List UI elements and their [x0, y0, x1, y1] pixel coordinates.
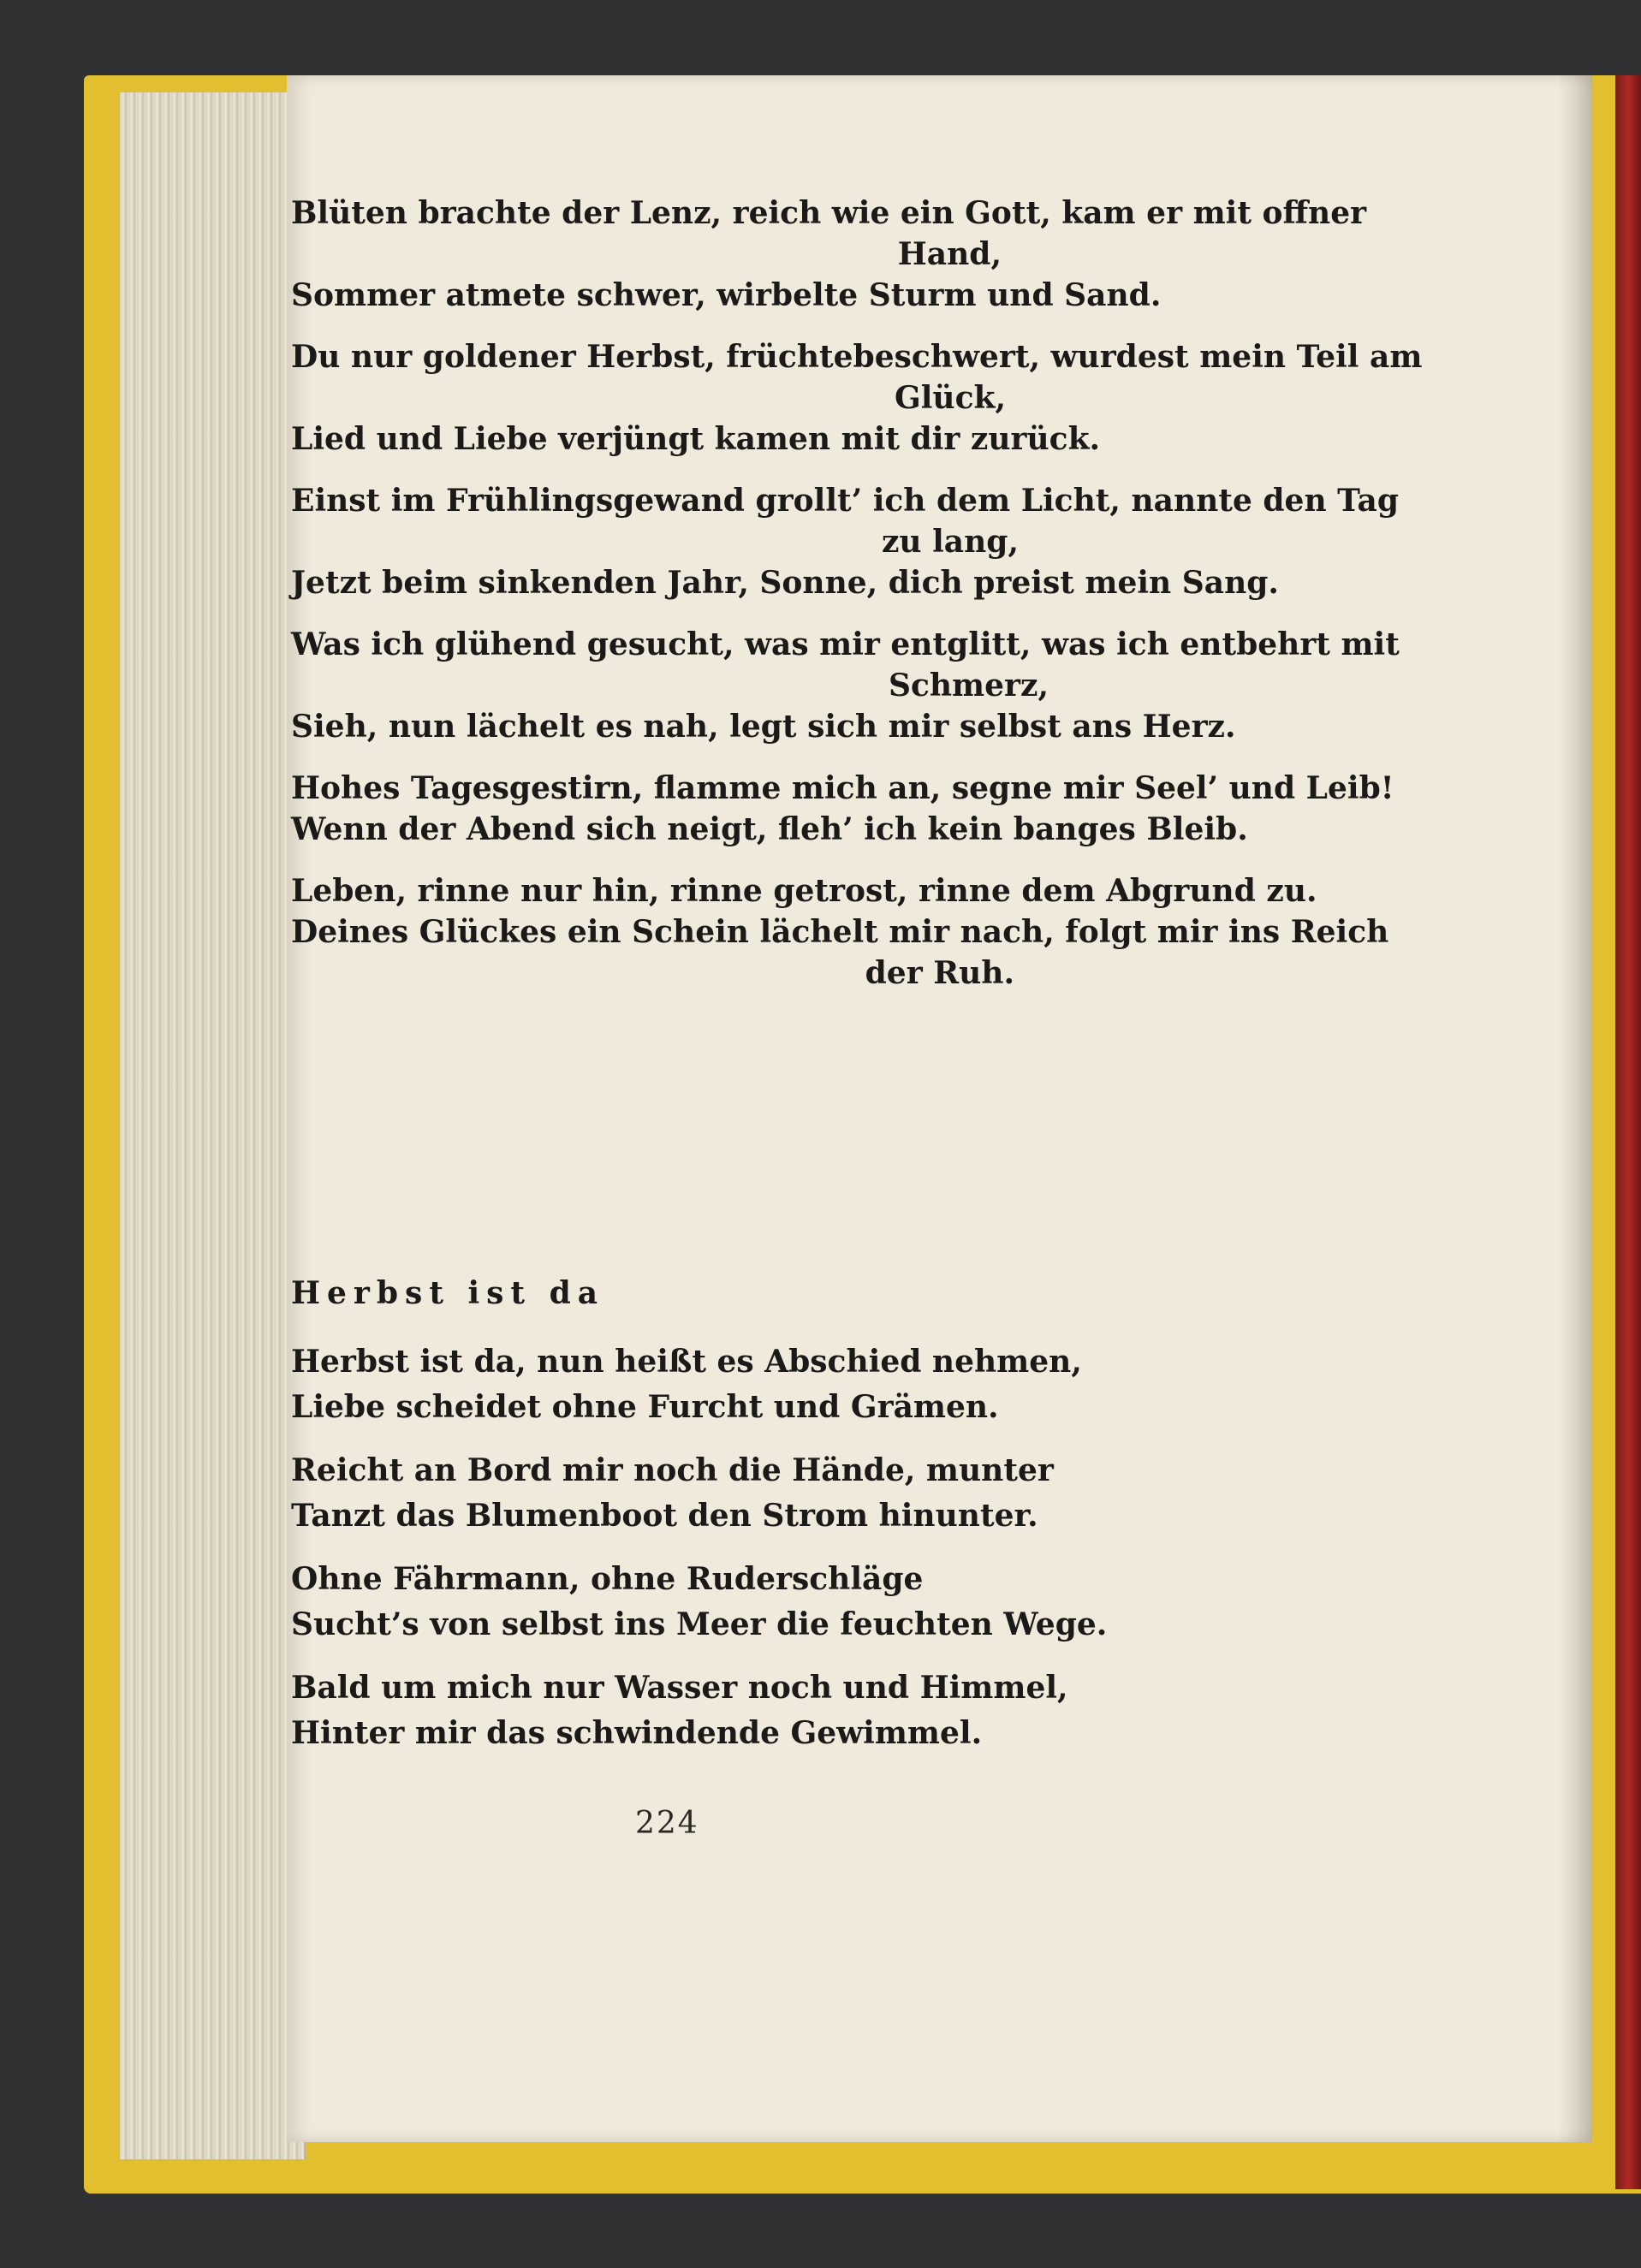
verse-line: Bald um mich nur Wasser noch und Himmel, [291, 1670, 1068, 1706]
verse-line: Lied und Liebe verjüngt kamen mit dir zurück. [291, 421, 1101, 457]
verse-line: Blüten brachte der Lenz, reich wie ein Gott, kam er mit offner [291, 195, 1367, 231]
page-stack-edges [120, 92, 306, 2159]
verse-line-continuation: zu lang, [881, 524, 1019, 560]
poem-1 [291, 193, 1455, 1014]
verse-line-continuation: Schmerz, [888, 668, 1049, 704]
verse-line: Deines Glückes ein Schein lächelt mir nach, folgt mir ins Reich [291, 914, 1389, 950]
poem-1-stanza-2 [291, 336, 1455, 460]
verse-line: Einst im Frühlingsgewand grollt’ ich dem Licht, nannte den Tag [291, 483, 1400, 519]
verse-line: Hinter mir das schwindende Gewimmel. [291, 1715, 983, 1751]
verse-line: Jetzt beim sinkenden Jahr, Sonne, dich preist mein Sang. [291, 565, 1279, 601]
verse-line: Herbst ist da, nun heißt es Abschied nehmen, [291, 1344, 1082, 1380]
verse-line: Du nur goldener Herbst, früchtebeschwert, wurdest mein Teil am [291, 339, 1423, 375]
verse-line-continuation: Glück, [895, 380, 1006, 416]
verse-line: Leben, rinne nur hin, rinne getrost, rinne dem Abgrund zu. [291, 873, 1317, 909]
verse-line: Wenn der Abend sich neigt, fleh’ ich kein banges Bleib. [291, 811, 1248, 847]
poem-1-stanza-1 [291, 193, 1455, 316]
poem-title: Herbst ist da [291, 1275, 605, 1311]
poem-2-stanza-1 [291, 1339, 1318, 1430]
poem-1-stanza-5 [291, 768, 1455, 850]
poem-2 [291, 1339, 1318, 1774]
verse-line-continuation: der Ruh. [865, 955, 1014, 991]
verse-line: Liebe scheidet ohne Furcht und Grämen. [291, 1389, 999, 1425]
poem-1-stanza-3 [291, 480, 1455, 603]
verse-line: Sieh, nun lächelt es nah, legt sich mir selbst ans Herz. [291, 709, 1236, 745]
verse-line: Reicht an Bord mir noch die Hände, munter [291, 1452, 1054, 1488]
verse-line: Hohes Tagesgestirn, flamme mich an, segne mir Seel’ und Leib! [291, 770, 1394, 806]
verse-line: Sucht’s von selbst ins Meer die feuchten Wege. [291, 1606, 1108, 1642]
book-spine-edge [1615, 75, 1641, 2189]
poem-1-stanza-6 [291, 870, 1455, 994]
verse-line-continuation: Hand, [897, 236, 1002, 272]
poem-2-stanza-2 [291, 1448, 1318, 1539]
verse-line: Ohne Fährmann, ohne Ruderschläge [291, 1561, 924, 1597]
page-number: 224 [635, 1806, 699, 1841]
poem-2-stanza-4 [291, 1665, 1318, 1756]
poem-1-stanza-4 [291, 624, 1455, 747]
gutter-shadow [1558, 75, 1592, 2142]
verse-line: Sommer atmete schwer, wirbelte Sturm und Sand. [291, 277, 1162, 313]
poem-2-stanza-3 [291, 1557, 1318, 1648]
verse-line: Was ich glühend gesucht, was mir entglitt, was ich entbehrt mit [291, 626, 1400, 662]
verse-line: Tanzt das Blumenboot den Strom hinunter. [291, 1498, 1038, 1534]
